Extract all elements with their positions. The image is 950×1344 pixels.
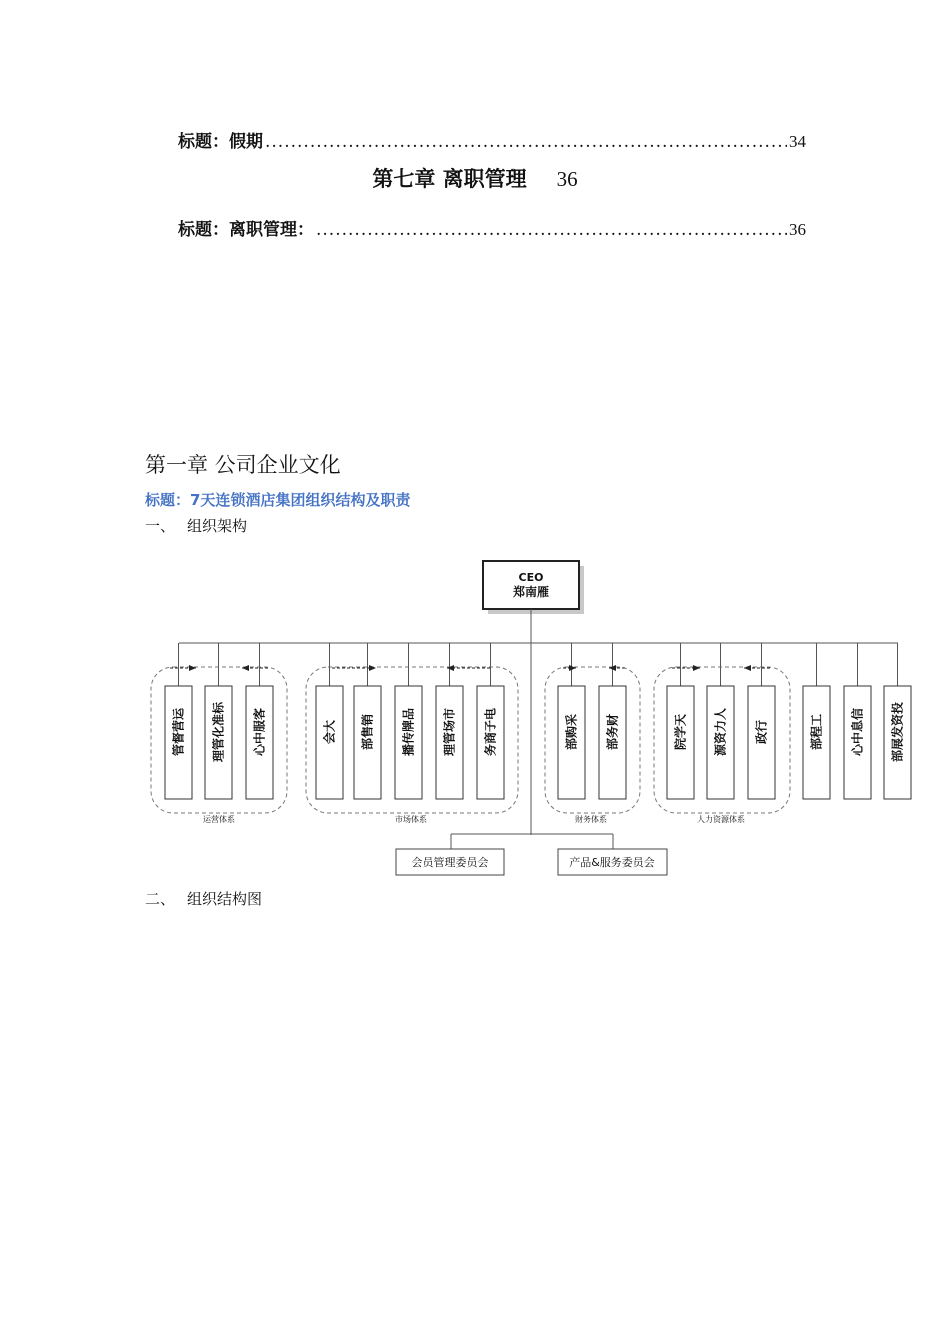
list-item-number: 二、 [145,890,176,908]
group-label: 市场体系 [395,815,427,824]
department-label: 管督营运 [171,707,186,757]
toc-entry-label: 标题：离职管理： [178,220,314,240]
department-label: 理管化准标 [211,701,226,763]
department-label: 政行 [754,719,769,745]
department-label: 务商子电 [483,707,498,757]
department-label: 部务财 [605,713,620,751]
list-item-org-chart [145,888,262,909]
department-label: 部程工 [809,713,824,751]
group-label: 人力资源体系 [697,815,745,824]
list-item-text: 组织结构图 [187,890,263,908]
toc-entry-label: 标题：假期 [178,132,263,152]
department-label: 心中息信 [850,707,865,757]
department-label: 部展发资投 [890,701,905,763]
group-label: 运营体系 [203,815,235,824]
department-label: 院学天 [673,713,688,751]
section-title: 标题：7天连锁酒店集团组织结构及职责 [145,491,411,509]
department-label: 源资力人 [713,707,728,757]
toc-entry-page: 34 [789,132,806,151]
department-label: 部售销 [360,713,375,751]
toc-chapter-page: 36 [556,167,578,191]
toc-entry-page: 36 [789,220,806,239]
committee-label: 会员管理委员会 [411,856,489,869]
ceo-title: CEO [518,571,544,584]
ceo-name: 郑南雁 [512,585,550,599]
department-label: 部购采 [564,713,579,751]
department-label: 心中服客 [252,707,267,757]
department-label: 播传牌品 [401,707,416,757]
list-item-number: 一、 [145,517,176,535]
toc-chapter-title: 第七章 离职管理 [372,167,527,191]
department-label: 理管场市 [442,707,457,757]
list-item-text: 组织架构 [187,517,248,535]
group-label: 财务体系 [575,815,607,824]
chapter-heading: 第一章 公司企业文化 [145,453,341,477]
department-label: 会大 [322,719,337,745]
committee-label: 产品&服务委员会 [569,856,655,869]
